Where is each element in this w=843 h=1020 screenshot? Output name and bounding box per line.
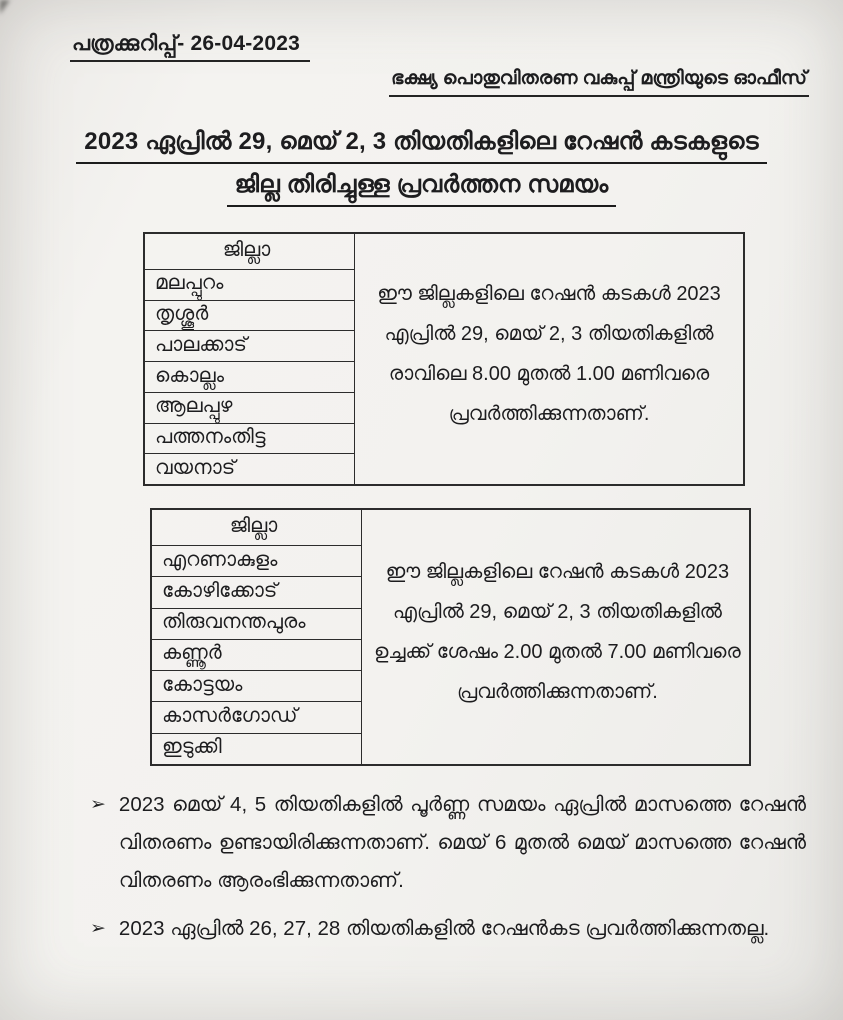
table2-note-line: പ്രവർത്തിക്കുന്നതാണ്. bbox=[456, 681, 658, 703]
district-cell: തിരുവനന്തപുരം bbox=[152, 609, 361, 640]
table1-district-column bbox=[145, 234, 355, 484]
bullet-item bbox=[90, 910, 806, 948]
arrow-bullet-icon: ➢ bbox=[90, 795, 106, 814]
bullet-text: 2023 ഏപ്രിൽ 26, 27, 28 തിയതികളിൽ റേഷൻകട പ്രവർത്തിക്കുന്നതല്ല. bbox=[118, 917, 770, 940]
table2-note-line: എപ്രിൽ 29, മെയ് 2, 3 തിയതികളിൽ bbox=[392, 601, 722, 623]
district-cell: കോട്ടയം bbox=[152, 671, 361, 702]
district-cell: പാലക്കാട് bbox=[145, 331, 354, 362]
office-line-row bbox=[389, 68, 809, 97]
table1-note-line: എപ്രിൽ 29, മെയ് 2, 3 തിയതികളിൽ bbox=[384, 323, 714, 345]
arrow-bullet-icon: ➢ bbox=[90, 919, 106, 938]
table2-district-list bbox=[152, 546, 361, 764]
title-line-1: 2023 ഏപ്രിൽ 29, മെയ് 2, 3 തിയതികളിലെ റേഷൻ കടകളുടെ bbox=[76, 128, 766, 164]
scan-corner-artifact bbox=[0, 0, 10, 14]
district-cell: വയനാട് bbox=[155, 456, 236, 479]
table2-district-column bbox=[152, 510, 362, 764]
bullet-text: 2023 മെയ് 4, 5 തിയതികളിൽ പൂർണ്ണ സമയം ഏപ്രിൽ മാസത്തെ റേഷൻ വിതരണം ഉണ്ടായിരിക്കുന്നതാണ്. മെയ് 6 മുതൽ മെയ് മാസത്തെ റേഷൻ വിതരണം ആരംഭിക്കുന്നതാണ്. bbox=[118, 793, 806, 892]
table1-note-line: പ്രവർത്തിക്കുന്നതാണ്. bbox=[448, 403, 650, 425]
district-cell: കോഴിക്കോട് bbox=[152, 577, 361, 608]
district-cell: ആലപ്പുഴ bbox=[145, 393, 354, 424]
table1-note-line: ഈ ജില്ലകളിലെ റേഷൻ കടകൾ 2023 bbox=[377, 283, 721, 305]
table1-note-line: രാവിലെ 8.00 മുതൽ 1.00 മണിവരെ bbox=[388, 363, 710, 385]
notes-list bbox=[90, 786, 806, 948]
bullet-item bbox=[90, 786, 806, 900]
morning-schedule-table bbox=[143, 232, 745, 486]
district-cell: മലപ്പുറം bbox=[145, 270, 354, 301]
district-cell: എറണാകുളം bbox=[152, 546, 361, 577]
table2-district-header: ജില്ലാ bbox=[152, 510, 361, 546]
table1-note-cell bbox=[355, 234, 743, 484]
table1-district-header: ജില്ലാ bbox=[145, 234, 354, 270]
table1-district-list bbox=[145, 270, 354, 484]
afternoon-schedule-table bbox=[150, 508, 751, 766]
document-title bbox=[0, 128, 843, 214]
district-cell: പത്തനംതിട്ട bbox=[145, 424, 354, 455]
district-cell: കൊല്ലം bbox=[145, 362, 354, 393]
district-cell: കാസർഗോഡ് bbox=[152, 702, 361, 733]
office-title: ഭക്ഷ്യ പൊതുവിതരണ വകുപ്പ് മന്ത്രിയുടെ ഓഫീസ് bbox=[389, 68, 809, 97]
district-cell: തൃശ്ശൂർ bbox=[145, 301, 354, 332]
table2-note-cell bbox=[362, 510, 753, 764]
district-cell: കണ്ണൂർ bbox=[152, 640, 361, 671]
table2-note-line: ഉച്ചക്ക് ശേഷം 2.00 മുതൽ 7.00 മണിവരെ bbox=[374, 641, 741, 663]
table2-note-line: ഈ ജില്ലകളിലെ റേഷൻ കടകൾ 2023 bbox=[385, 561, 730, 583]
district-cell: ഇടുക്കി bbox=[162, 736, 222, 759]
title-line-2: ജില്ല തിരിച്ചുള്ള പ്രവർത്തന സമയം bbox=[227, 171, 617, 207]
press-note-date: പത്രക്കുറിപ്പ്- 26-04-2023 bbox=[70, 32, 310, 62]
